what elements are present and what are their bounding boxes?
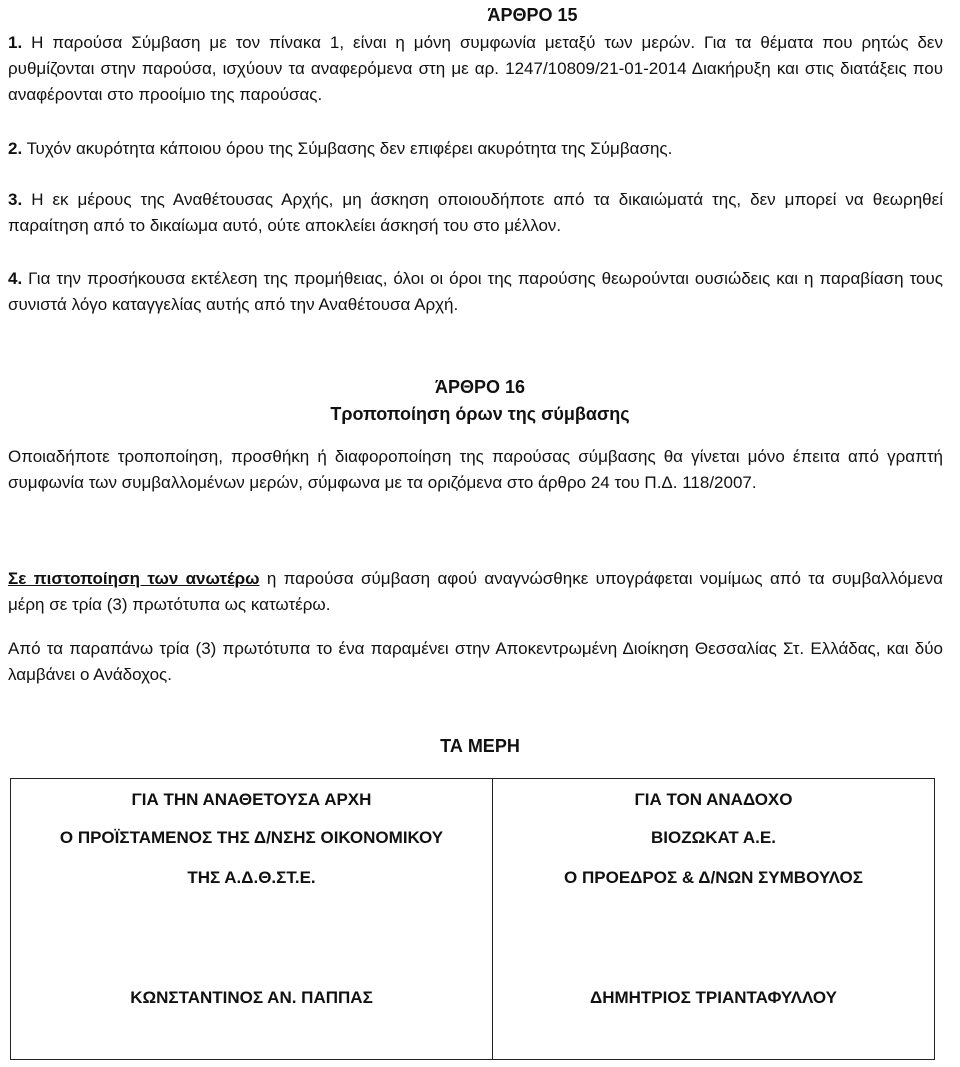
article-15-paragraph-4: [8, 266, 943, 318]
right-party-line-2: ΒΙΟΖΩΚΑΤ Α.Ε.: [651, 828, 776, 847]
article-16-title: ΆΡΘΡΟ 16: [434, 377, 526, 397]
signature-cell-right: [493, 779, 935, 1060]
left-party-line-3: ΤΗΣ Α.Δ.Θ.ΣΤ.Ε.: [187, 868, 316, 887]
certification-lead: Σε πιστοποίηση των ανωτέρω: [8, 569, 260, 588]
right-party-line-1: ΓΙΑ ΤΟΝ ΑΝΑΔΟΧΟ: [634, 790, 793, 809]
left-party-signatory: ΚΩΝΣΤΑΝΤΙΝΟΣ ΑΝ. ΠΑΠΠΑΣ: [130, 988, 373, 1007]
right-party-signatory: ΔΗΜΗΤΡΙΟΣ ΤΡΙΑΝΤΑΦΥΛΛΟΥ: [589, 988, 838, 1007]
right-party-line-3: Ο ΠΡΟΕΔΡΟΣ & Δ/ΝΩΝ ΣΥΜΒΟΥΛΟΣ: [564, 868, 863, 887]
paragraph-number: 2.: [8, 139, 23, 158]
left-party-line-2: Ο ΠΡΟΪΣΤΑΜΕΝΟΣ ΤΗΣ Δ/ΝΣΗΣ ΟΙΚΟΝΟΜΙΚΟΥ: [59, 828, 444, 847]
copies-paragraph: Από τα παραπάνω τρία (3) πρωτότυπα το ένα παραμένει στην Αποκεντρωμένη Διοίκηση Θεσσαλίας Στ. Ελλάδας, και δύο λαμβάνει ο Ανάδοχος.: [8, 639, 943, 684]
article-15-title: ΆΡΘΡΟ 15: [487, 5, 578, 25]
paragraph-text: Η παρούσα Σύμβαση με τον πίνακα 1, είναι η μόνη συμφωνία μεταξύ των μερών. Για τα θέματα που ρητώς δεν ρυθμίζονται στην παρούσα, ισχύουν τα αναφερόμενα στη με αρ. 1247/10809/21-01-2014 Διακήρυξη και στις διατάξεις που αναφέρονται στο προοίμιο της παρούσας.: [8, 33, 943, 104]
paragraph-number: 1.: [8, 33, 23, 52]
paragraph-text: Τυχόν ακυρότητα κάποιου όρου της Σύμβασης δεν επιφέρει ακυρότητα της Σύμβασης.: [26, 139, 673, 158]
left-party-line-1: ΓΙΑ ΤΗΝ ΑΝΑΘΕΤΟΥΣΑ ΑΡΧΗ: [131, 790, 372, 809]
paragraph-number: 3.: [8, 190, 23, 209]
article-16-subtitle: Τροποποίηση όρων της σύμβασης: [330, 404, 630, 424]
paragraph-text: Για την προσήκουσα εκτέλεση της προμήθειας, όλοι οι όροι της παρούσης θεωρούνται ουσιώδεις και η παραβίαση τους συνιστά λόγο καταγγελίας αυτής από την Αναθέτουσα Αρχή.: [8, 269, 943, 314]
article-15-paragraph-1: [8, 30, 943, 108]
article-15-paragraph-2: [8, 136, 943, 162]
signature-cell-left: [11, 779, 493, 1060]
paragraph-text: Η εκ μέρους της Αναθέτουσας Αρχής, μη άσκηση οποιουδήποτε από τα δικαιώματά της, δεν μπορεί να θεωρηθεί παραίτηση από το δικαίωμα αυτό, ούτε αποκλείει άσκησή του στο μέλλον.: [8, 190, 943, 235]
article-15-paragraph-3: [8, 187, 943, 239]
paragraph-number: 4.: [8, 269, 23, 288]
article-16-text: Οποιαδήποτε τροποποίηση, προσθήκη ή διαφοροποίηση της παρούσας σύμβασης θα γίνεται μόνο έπειτα από γραπτή συμφωνία των συμβαλλομένων μερών, σύμφωνα με τα οριζόμενα στο άρθρο 24 του Π.Δ. 118/2007.: [8, 447, 943, 492]
certification-paragraph: [8, 566, 943, 618]
parties-title: ΤΑ ΜΕΡΗ: [440, 736, 520, 756]
signature-table: [10, 778, 935, 1060]
certification-text: η παρούσα σύμβαση αφού αναγνώσθηκε υπογράφεται νομίμως από τα συμβαλλόμενα μέρη σε τρία (3) πρωτότυπα ως κατωτέρω.: [8, 569, 943, 614]
